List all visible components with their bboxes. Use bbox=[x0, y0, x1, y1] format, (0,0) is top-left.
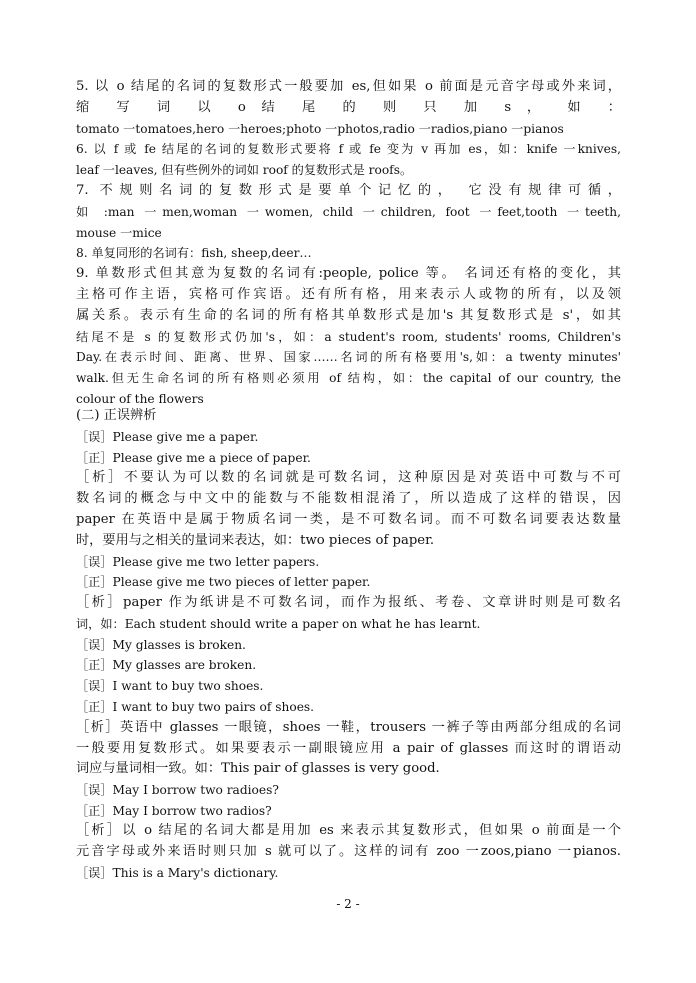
text-line: 结尾不是 s 的复数形式仍加's，如：a student's room, students' rooms, Children's bbox=[76, 330, 621, 344]
error-example: ［误］This is a Mary's dictionary. bbox=[76, 866, 279, 880]
correct-example: ［正］My glasses are broken. bbox=[76, 658, 257, 672]
text-line-item-7: 7. 不规则名词的复数形式是要单个记忆的， 它没有规律可循， bbox=[76, 183, 621, 198]
section-heading: (二) 正误辨析 bbox=[76, 408, 157, 423]
text-line: 属关系。表示有生命的名词的所有格其单数形式是加's 其复数形式是 s'，如其 bbox=[76, 308, 621, 323]
error-example: ［误］Please give me two letter papers. bbox=[76, 555, 320, 569]
text-line-item-6: 6. 以 f 或 fe 结尾的名词的复数形式要将 f 或 fe 变为 v 再加 es，如：knife 一knives, bbox=[76, 142, 621, 156]
text-line: 主格可作主语，宾格可作宾语。还有所有格，用来表示人或物的所有，以及领 bbox=[76, 287, 621, 302]
text-line-item-8: 8. 单复同形的名词有：fish, sheep,deer… bbox=[76, 246, 312, 260]
analysis-line: ［析］不要认为可以数的名词就是可数名词，这种原因是对英语中可数与不可 bbox=[76, 470, 621, 485]
error-example: ［误］Please give me a paper. bbox=[76, 430, 259, 444]
text-line: 一般要用复数形式。如果要表示一副眼镜应用 a pair of glasses 而这时的谓语动 bbox=[76, 741, 621, 756]
analysis-line: ［析］以 o 结尾的名词大都是用加 es 来表示其复数形式，但如果 o 前面是一个 bbox=[76, 823, 621, 838]
correct-example: ［正］May I borrow two radios? bbox=[76, 804, 272, 818]
text-line: 缩 写 词 以 o 结 尾 的 则 只 加 s ， 如 ： bbox=[76, 100, 621, 115]
text-line: paper 在英语中是属于物质名词一类，是不可数名词。而不可数名词要表达数量 bbox=[76, 512, 621, 527]
text-line: 元音字母或外来语时则只加 s 就可以了。这样的词有 zoo 一zoos,piano 一pianos. bbox=[76, 844, 621, 859]
text-line: 如 :man 一men,woman 一women, child 一children, foot 一feet,tooth 一teeth, bbox=[76, 205, 621, 219]
text-line: 词，如：Each student should write a paper on what he has learnt. bbox=[76, 617, 481, 631]
text-line: walk.但无生命名词的所有格则必须用 of 结构，如：the capital of our country, the bbox=[76, 371, 621, 385]
text-line: Day.在表示时间、距离、世界、国家……名词的所有格要用's,如：a twenty minutes' bbox=[76, 350, 621, 364]
error-example: ［误］May I borrow two radioes? bbox=[76, 783, 279, 797]
analysis-line: ［析］paper 作为纸讲是不可数名词，而作为报纸、考卷、文章讲时则是可数名 bbox=[76, 595, 621, 610]
text-line: leaf 一leaves, 但有些例外的词如 roof 的复数形式是 roofs。 bbox=[76, 163, 413, 177]
text-line-item-9: 9. 单数形式但其意为复数的名词有:people, police 等。 名词还有格的变化，其 bbox=[76, 266, 621, 281]
analysis-line: ［析］英语中 glasses 一眼镜，shoes 一鞋，trousers 一裤子等由两部分组成的名词 bbox=[76, 720, 621, 735]
text-line: colour of the flowers bbox=[76, 392, 204, 406]
correct-example: ［正］Please give me a piece of paper. bbox=[76, 451, 311, 465]
correct-example: ［正］I want to buy two pairs of shoes. bbox=[76, 700, 315, 714]
error-example: ［误］I want to buy two shoes. bbox=[76, 679, 264, 693]
text-line: tomato 一tomatoes,hero 一heroes;photo 一photos,radio 一radios,piano 一pianos bbox=[76, 122, 564, 136]
text-line: 时，要用与之相关的量词来表达，如：two pieces of paper. bbox=[76, 533, 435, 548]
text-line: mouse 一mice bbox=[76, 226, 162, 240]
page-number: - 2 - bbox=[336, 897, 360, 911]
text-line: 词应与量词相一致。如：This pair of glasses is very good. bbox=[76, 761, 440, 776]
text-line: 数名词的概念与中文中的能数与不能数相混淆了，所以造成了这样的错误，因 bbox=[76, 491, 621, 506]
text-line-item-5: 5. 以 o 结尾的名词的复数形式一般要加 es,但如果 o 前面是元音字母或外来词， bbox=[76, 79, 621, 94]
error-example: ［误］My glasses is broken. bbox=[76, 638, 246, 652]
correct-example: ［正］Please give me two pieces of letter paper. bbox=[76, 575, 371, 589]
